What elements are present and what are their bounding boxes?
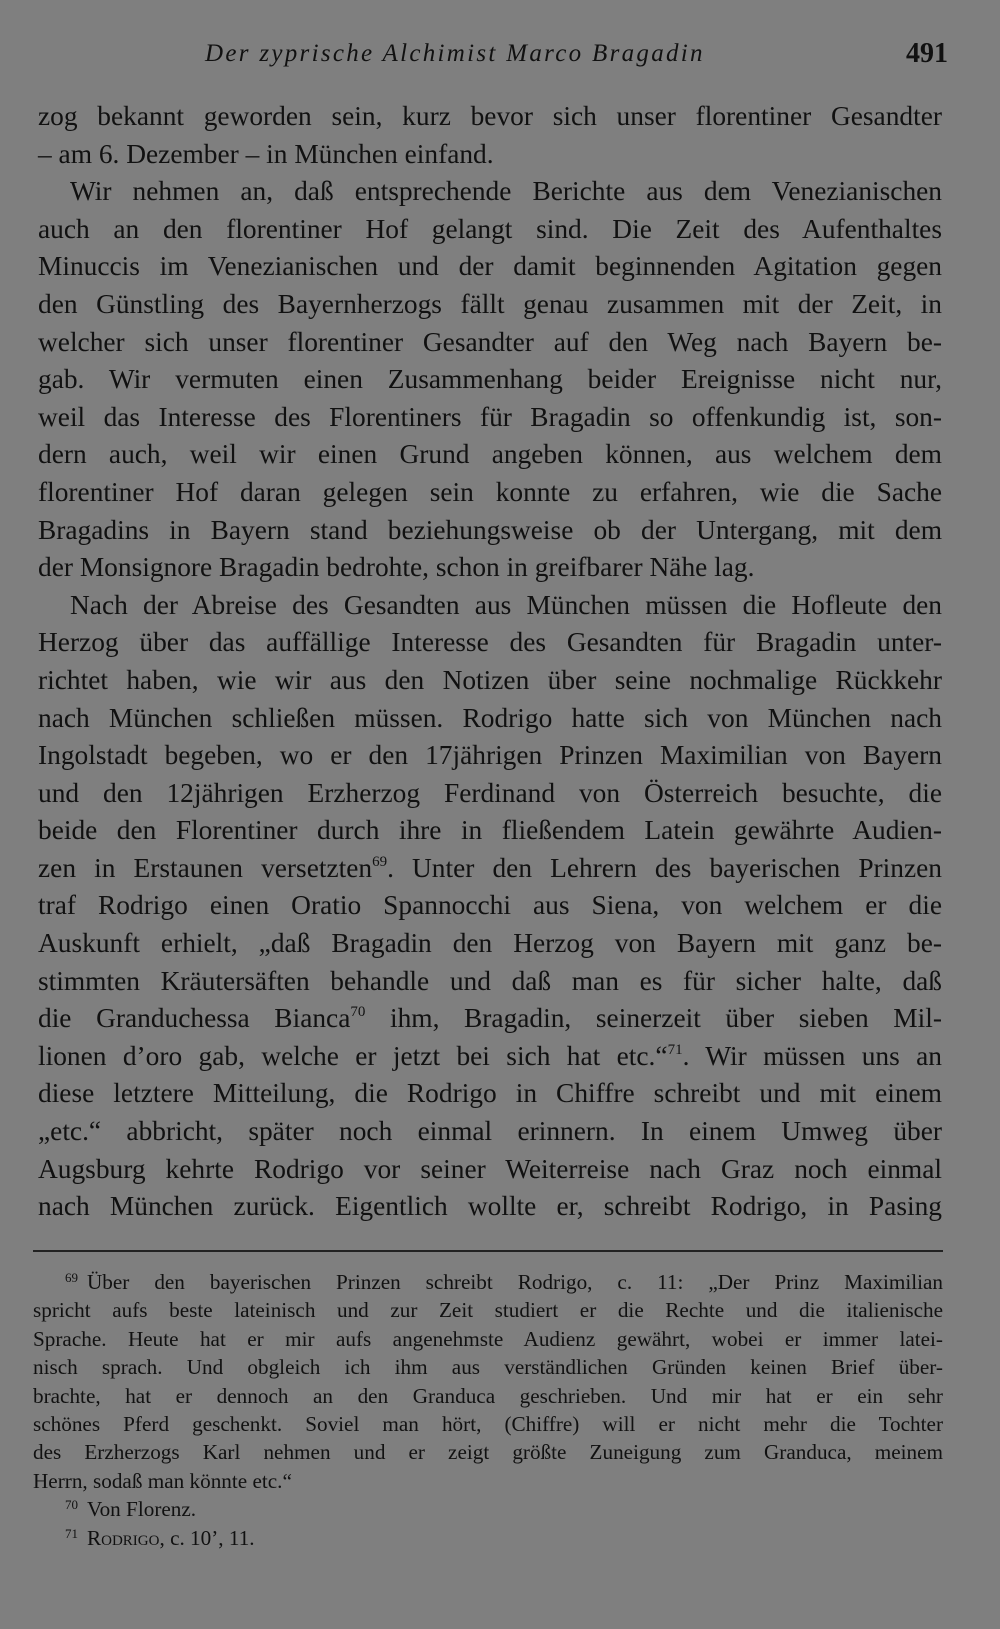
text-line: nach München zurück. Eigentlich wollte er, schreibt Rodrigo, in Pasing <box>38 1191 942 1222</box>
footnote-69-line: Herrn, sodaß man könnte etc.“ <box>33 1468 292 1493</box>
footnote-69-line: spricht aufs beste lateinisch und zur Zeit studiert er die Rechte und die italienische <box>33 1298 943 1323</box>
text-line-part: . Wir müssen uns an <box>682 1040 942 1071</box>
text-line-part: die Granduchessa Bianca <box>38 1003 351 1034</box>
text-line: Wir nehmen an, daß entsprechende Berichte aus dem Venezianischen <box>70 176 942 207</box>
text-line: beide den Florentiner durch ihre in fließendem Latein gewährte Audien- <box>38 815 942 846</box>
text-line: nach München schließen müssen. Rodrigo hatte sich von München nach <box>38 702 942 733</box>
text-line: weil das Interesse des Florentiners für Bragadin so offenkundig ist, son- <box>38 401 942 432</box>
running-head <box>0 40 1000 80</box>
footnote-ref-70: 70 <box>350 1004 366 1021</box>
text-line-part: zen in Erstaunen versetzten <box>38 852 373 883</box>
footnote-70-number: 70 <box>65 1497 78 1513</box>
text-line: Auskunft erhielt, „daß Bragadin den Herzog von Bayern mit ganz be- <box>38 928 942 959</box>
footnote-69-line <box>33 1268 943 1296</box>
footnote-divider <box>33 1250 943 1252</box>
text-line <box>38 1000 942 1038</box>
footnote-69-line: Sprache. Heute hat er mir aufs angenehmste Audienz gewährt, wobei er immer latei- <box>33 1326 943 1351</box>
page-number: 491 <box>906 38 948 69</box>
text-line: Augsburg kehrte Rodrigo vor seiner Weiterreise nach Graz noch einmal <box>38 1153 942 1184</box>
text-line: Nach der Abreise des Gesandten aus München müssen die Hofleute den <box>70 589 942 620</box>
text-line: den Günstling des Bayernherzogs fällt genau zusammen mit der Zeit, in <box>38 288 942 319</box>
text-line <box>38 1038 942 1076</box>
footnote-69-line: schönes Pferd geschenkt. Soviel man hört, (Chiffre) will er nicht mehr die Tochter <box>33 1412 943 1437</box>
text-line: Bragadins in Bayern stand beziehungsweise ob der Untergang, mit dem <box>38 514 942 545</box>
text-line: Herzog über das auffällige Interesse des Gesandten für Bragadin unter- <box>38 627 942 658</box>
text-line: dern auch, weil wir einen Grund angeben können, aus welchem dem <box>38 439 942 470</box>
footnote-69-number: 69 <box>65 1270 78 1285</box>
text-line: diese letztere Mitteilung, die Rodrigo in Chiffre schreibt und mit einem <box>38 1078 942 1109</box>
text-line: der Monsignore Bragadin bedrohte, schon in greifbarer Nähe lag. <box>38 552 755 583</box>
text-line: – am 6. Dezember – in München einfand. <box>38 138 494 169</box>
text-line <box>38 850 942 888</box>
footnote-69-line: nisch sprach. Und obgleich ich ihm aus verständlichen Gründen keinen Brief über- <box>33 1355 943 1380</box>
footnote-ref-71: 71 <box>667 1041 683 1058</box>
footnote-69-line: des Erzherzogs Karl nehmen und er zeigt größte Zuneigung zum Granduca, meinem <box>33 1440 943 1465</box>
text-line: florentiner Hof daran gelegen sein konnte zu erfahren, wie die Sache <box>38 476 942 507</box>
footnote-70 <box>33 1495 943 1523</box>
footnote-71-text: , c. 10’, 11. <box>159 1525 255 1550</box>
running-title: Der zyprische Alchimist Marco Bragadin <box>205 40 705 67</box>
text-line: welcher sich unser florentiner Gesandter auf den Weg nach Bayern be- <box>38 326 942 357</box>
footnote-71 <box>33 1524 943 1552</box>
footnote-70-text: Von Florenz. <box>87 1497 197 1522</box>
text-line: und den 12jährigen Erzherzog Ferdinand von Österreich besuchte, die <box>38 777 942 808</box>
text-line: traf Rodrigo einen Oratio Spannocchi aus Siena, von welchem er die <box>38 890 942 921</box>
text-line-part: . Unter den Lehrern des bayerischen Prinzen <box>387 852 942 883</box>
text-line: Ingolstadt begeben, wo er den 17jährigen Prinzen Maximilian von Bayern <box>38 740 942 771</box>
footnote-71-author: Rodrigo <box>87 1525 160 1550</box>
footnote-69-line: brachte, hat er dennoch an den Granduca geschrieben. Und mir hat er ein sehr <box>33 1383 943 1408</box>
text-line: auch an den florentiner Hof gelangt sind. Die Zeit des Aufenthaltes <box>38 213 942 244</box>
text-line: Minuccis im Venezianischen und der damit beginnenden Agitation gegen <box>38 251 942 282</box>
text-line: richtet haben, wie wir aus den Notizen über seine nochmalige Rückkehr <box>38 664 942 695</box>
text-line: „etc.“ abbricht, später noch einmal erinnern. In einem Umweg über <box>38 1116 942 1147</box>
footnote-71-number: 71 <box>65 1525 78 1541</box>
footnote-ref-69: 69 <box>372 853 388 870</box>
text-line-part: lionen d’oro gab, welche er jetzt bei sich hat etc.“ <box>38 1040 668 1071</box>
footnote-69-text: Über den bayerischen Prinzen schreibt Rodrigo, c. 11: „Der Prinz Maximilian <box>87 1270 943 1294</box>
body-text <box>38 98 942 1226</box>
footnotes <box>33 1268 943 1552</box>
text-line: zog bekannt geworden sein, kurz bevor sich unser florentiner Gesandter <box>38 101 942 131</box>
text-line-part: ihm, Bragadin, seinerzeit über sieben Mil- <box>365 1003 942 1034</box>
text-line: stimmten Kräutersäften behandle und daß man es für sicher halte, daß <box>38 965 942 996</box>
text-line: gab. Wir vermuten einen Zusammenhang beider Ereignisse nicht nur, <box>38 364 942 395</box>
